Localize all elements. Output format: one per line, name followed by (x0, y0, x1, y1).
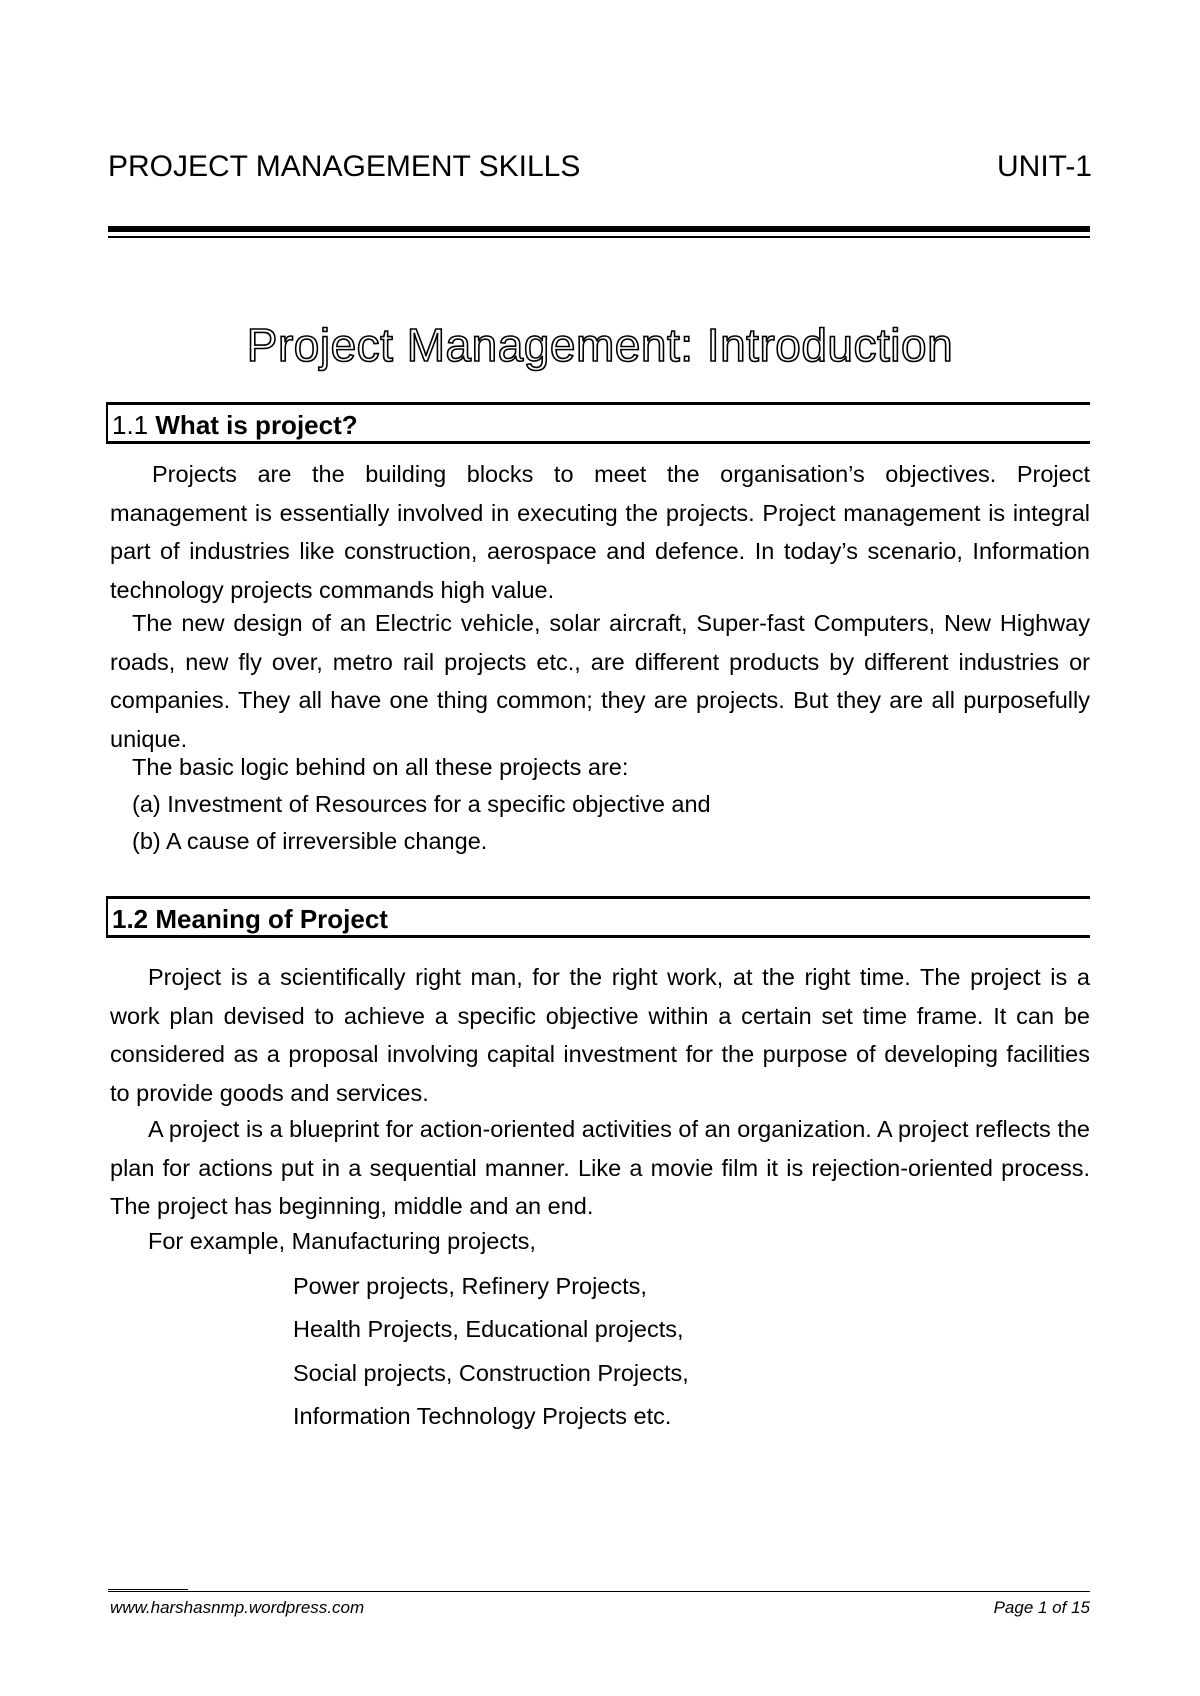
paragraph: The new design of an Electric vehicle, solar aircraft, Super-fast Computers, New Highway roads, new fly over, metro rail projects etc., are different products by different industries or companies. They all have one thing common; they are projects. But they are all purposefully unique. (110, 610, 1090, 752)
list-item: (a) Investment of Resources for a specific objective and (132, 791, 711, 817)
paragraph: Projects are the building blocks to meet the organisation’s objectives. Project management is essentially involved in executing the projects. Project management is integral part of industries like construction, aerospace and defence. In today’s scenario, Information technology projects commands high value. (110, 461, 1090, 603)
footer-page-number: Page 1 of 15 (993, 1598, 1090, 1617)
example-item: Information Technology Projects etc. (293, 1403, 672, 1429)
header-rule-thin (108, 236, 1090, 238)
example-item: Social projects, Construction Projects, (293, 1360, 689, 1386)
logic-intro: The basic logic behind on all these projects are: (132, 754, 629, 780)
example-intro: For example, Manufacturing projects, (148, 1228, 536, 1254)
example-item: Health Projects, Educational projects, (293, 1316, 684, 1342)
section-heading-1-2 (106, 896, 1090, 938)
running-header-title: PROJECT MANAGEMENT SKILLS (108, 150, 581, 183)
footer-website: www.harshasnmp.wordpress.com (110, 1598, 365, 1617)
example-item: Power projects, Refinery Projects, (293, 1273, 647, 1299)
section-heading-1-1 (106, 402, 1090, 444)
section-number: 1.2 (112, 904, 149, 934)
section-title: What is project? (155, 410, 358, 440)
paragraph: Project is a scientifically right man, for the right work, at the right time. The project is a work plan devised to achieve a specific objective within a certain set time frame. It can be considered as a proposal involving capital investment for the purpose of developing facilities to provide goods and services. (110, 964, 1090, 1106)
document-title: Project Management: Introduction (246, 319, 954, 371)
header-rule-thick (108, 226, 1090, 232)
section-number: 1.1 (112, 410, 149, 440)
running-header-unit: UNIT-1 (996, 150, 1092, 183)
list-item: (b) A cause of irreversible change. (132, 828, 488, 854)
footer-rule (108, 1591, 1090, 1592)
paragraph: A project is a blueprint for action-oriented activities of an organization. A project reflects the plan for actions put in a sequential manner. Like a movie film it is rejection-oriented process. The project has beginning, middle and an end. (110, 1116, 1090, 1219)
footer-rule-short (108, 1589, 188, 1590)
section-title: Meaning of Project (155, 904, 388, 934)
